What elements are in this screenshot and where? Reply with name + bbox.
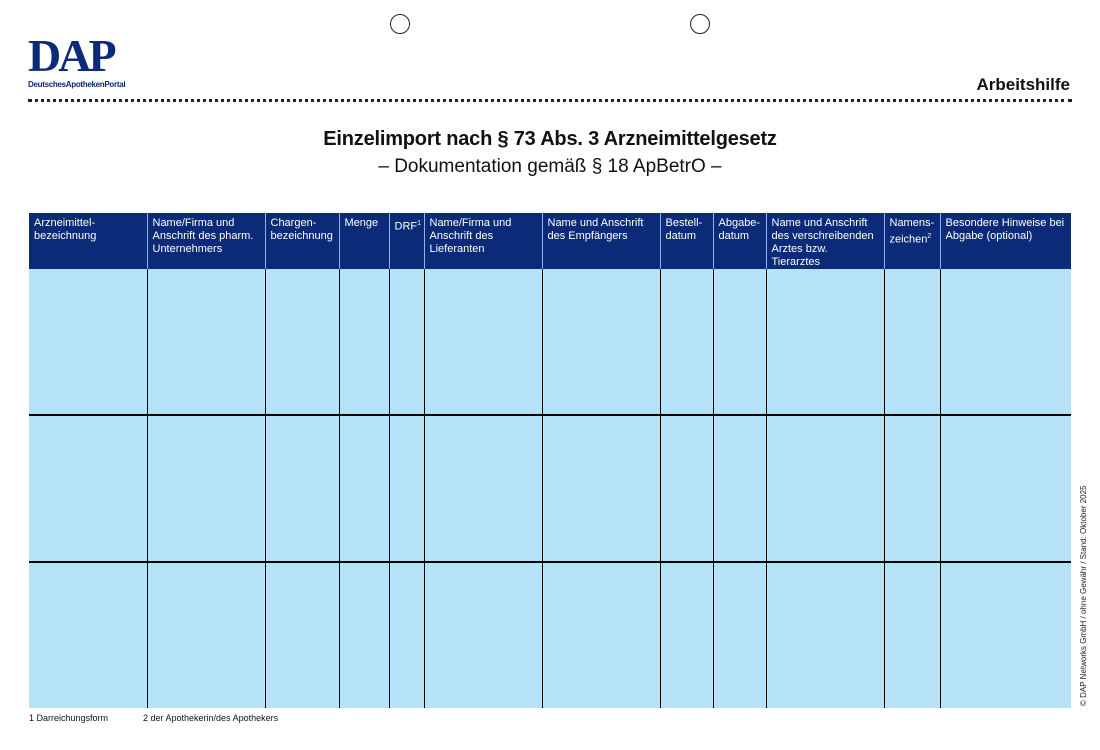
footnote-mark-drf: 1 <box>417 220 422 227</box>
table-cell[interactable] <box>940 562 1071 708</box>
table-cell[interactable] <box>542 562 660 708</box>
table-cell[interactable] <box>884 415 940 562</box>
copyright-note: © DAP Networks GmbH / ohne Gewähr / Stand: Oktober 2025 <box>1079 485 1088 706</box>
col-header-arzneimittelbezeichnung: Arzneimittel- bezeichnung <box>29 213 147 269</box>
table-cell[interactable] <box>542 269 660 415</box>
table-cell[interactable] <box>713 562 766 708</box>
table-cell[interactable] <box>424 562 542 708</box>
table-row <box>29 415 1071 562</box>
header-divider <box>28 99 1072 102</box>
table-cell[interactable] <box>147 415 265 562</box>
table-cell[interactable] <box>713 269 766 415</box>
table-cell[interactable] <box>766 269 884 415</box>
col-header-lieferant: Name/Firma und Anschrift des Lieferanten <box>424 213 542 269</box>
col-header-chargenbezeichnung: Chargen- bezeichnung <box>265 213 339 269</box>
table-cell[interactable] <box>147 269 265 415</box>
table-cell[interactable] <box>940 269 1071 415</box>
col-header-abgabedatum: Abgabe- datum <box>713 213 766 269</box>
table-cell[interactable] <box>389 562 424 708</box>
table-cell[interactable] <box>542 415 660 562</box>
table-cell[interactable] <box>424 415 542 562</box>
document-label: Arbeitshilfe <box>976 75 1070 94</box>
table-cell[interactable] <box>265 269 339 415</box>
col-header-bestelldatum: Bestell- datum <box>660 213 713 269</box>
punch-hole-right <box>690 14 710 34</box>
table-row <box>29 562 1071 708</box>
col-header-besondere-hinweise: Besondere Hinweise bei Abgabe (optional) <box>940 213 1071 269</box>
col-header-namenszeichen: Namens- zeichen$^2$ <box>884 213 940 269</box>
table-cell[interactable] <box>766 415 884 562</box>
logo-subtitle: DeutschesApothekenPortal <box>28 80 126 89</box>
page-title: Einzelimport nach § 73 Abs. 3 Arzneimittelgesetz <box>323 128 777 150</box>
page-subtitle: – Dokumentation gemäß § 18 ApBetrO – <box>378 156 722 177</box>
table-cell[interactable] <box>29 415 147 562</box>
table-cell[interactable] <box>940 415 1071 562</box>
table-cell[interactable] <box>265 415 339 562</box>
col-header-empfaenger: Name und Anschrift des Empfängers <box>542 213 660 269</box>
table-row <box>29 269 1071 415</box>
logo-mark: DAP <box>28 30 114 81</box>
table-cell[interactable] <box>339 269 389 415</box>
table-cell[interactable] <box>884 562 940 708</box>
table-header-row <box>29 213 1071 269</box>
col-header-menge: Menge <box>339 213 389 269</box>
documentation-table <box>29 213 1071 708</box>
dap-logo <box>28 30 128 89</box>
table-cell[interactable] <box>660 562 713 708</box>
col-header-verschreibender-arzt: Name und Anschrift des verschreibenden Arztes bzw. Tierarztes <box>766 213 884 269</box>
table-cell[interactable] <box>339 415 389 562</box>
table-cell[interactable] <box>424 269 542 415</box>
footnote-2: 2 der Apothekerin/des Apothekers <box>143 713 279 723</box>
col-header-drf: DRF$^1$ <box>389 213 424 269</box>
table-cell[interactable] <box>884 269 940 415</box>
table-cell[interactable] <box>29 562 147 708</box>
table-cell[interactable] <box>660 415 713 562</box>
punch-hole-left <box>390 14 410 34</box>
table-cell[interactable] <box>147 562 265 708</box>
table-cell[interactable] <box>713 415 766 562</box>
table-cell[interactable] <box>766 562 884 708</box>
table-cell[interactable] <box>389 415 424 562</box>
table-cell[interactable] <box>389 269 424 415</box>
col-header-pharm-unternehmer: Name/Firma und Anschrift des pharm. Unternehmers <box>147 213 265 269</box>
table-cell[interactable] <box>339 562 389 708</box>
footnote-mark-namenszeichen: 2 <box>927 233 932 240</box>
table-cell[interactable] <box>660 269 713 415</box>
table-cell[interactable] <box>265 562 339 708</box>
table-cell[interactable] <box>29 269 147 415</box>
footnote-1: 1 Darreichungsform <box>29 713 109 723</box>
